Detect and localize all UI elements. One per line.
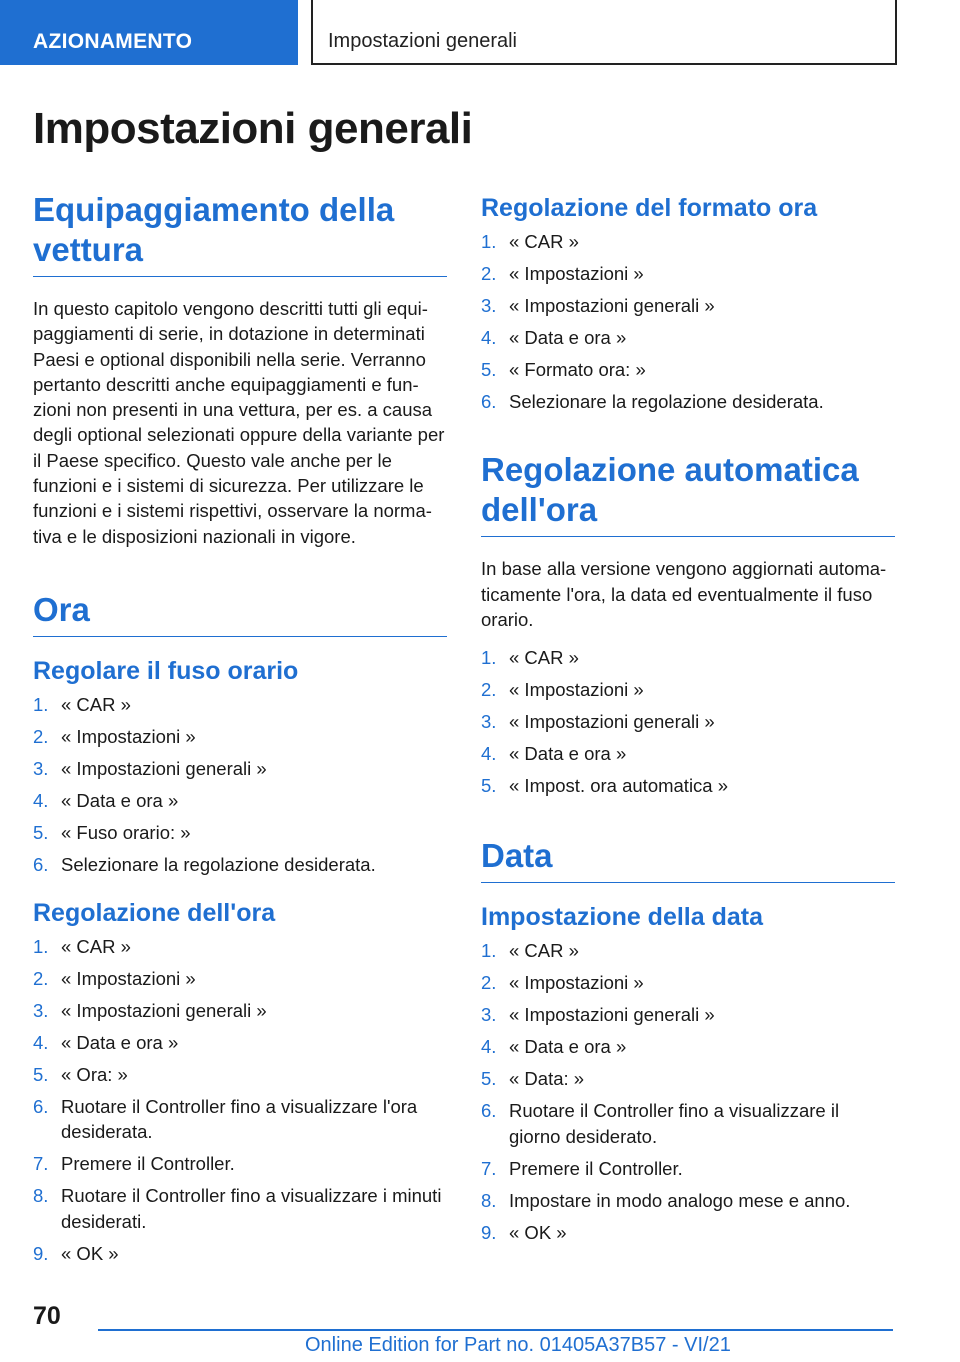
- list-item: [33, 692, 447, 717]
- step-text: « Impostazioni generali »: [509, 1004, 715, 1026]
- list-item: [481, 741, 895, 766]
- step-text: « Formato ora: »: [509, 358, 646, 380]
- set-date-steps: [481, 938, 895, 1244]
- time-format-heading: Regolazione del formato ora: [481, 194, 818, 222]
- list-item: [481, 938, 895, 963]
- set-time-steps: [33, 934, 447, 1266]
- right-column: [481, 190, 895, 1245]
- list-item: [481, 357, 895, 382]
- step-number: 3.: [33, 757, 49, 779]
- step-text: Ruotare il Controller fino a visualizzare i minuti desiderati.: [61, 1185, 442, 1232]
- header-title: Impostazioni generali: [328, 30, 517, 52]
- list-item: [481, 709, 895, 734]
- step-number: 9.: [481, 1221, 497, 1243]
- step-text: « Impostazioni »: [509, 972, 644, 994]
- list-item: [33, 1183, 447, 1234]
- step-number: 3.: [481, 1004, 497, 1026]
- list-item: [33, 1241, 447, 1266]
- step-text: « CAR »: [509, 647, 579, 669]
- header-section-tab: [0, 0, 298, 65]
- step-number: 4.: [33, 789, 49, 811]
- step-number: 5.: [33, 821, 49, 843]
- step-number: 8.: [481, 1189, 497, 1211]
- header-section-label: AZIONAMENTO: [33, 30, 193, 53]
- list-item: [33, 724, 447, 749]
- step-number: 4.: [481, 1036, 497, 1058]
- step-text: « Impostazioni »: [61, 725, 196, 747]
- step-text: « Impostazioni »: [61, 968, 196, 990]
- left-column: [33, 190, 447, 1266]
- list-item: [481, 1156, 895, 1181]
- list-item: [33, 852, 447, 877]
- list-item: [481, 970, 895, 995]
- step-text: « Impostazioni generali »: [61, 1000, 267, 1022]
- step-number: 3.: [481, 711, 497, 733]
- step-number: 1.: [481, 940, 497, 962]
- step-text: Selezionare la regolazione desiderata.: [509, 390, 824, 412]
- list-item: [481, 261, 895, 286]
- step-number: 9.: [33, 1242, 49, 1264]
- step-number: 2.: [33, 725, 49, 747]
- equipment-heading: Equipaggiamento della vettura: [33, 190, 447, 277]
- step-text: Selezionare la regolazione desiderata.: [61, 853, 376, 875]
- list-item: [481, 293, 895, 318]
- step-text: « OK »: [509, 1221, 567, 1243]
- auto-time-steps: [481, 645, 895, 798]
- step-text: Premere il Controller.: [509, 1157, 683, 1179]
- step-text: « Impostazioni »: [509, 262, 644, 284]
- list-item: [33, 1094, 447, 1145]
- step-text: « Data e ora »: [509, 743, 627, 765]
- date-heading: Data: [481, 836, 895, 883]
- step-number: 1.: [33, 936, 49, 958]
- equipment-body: In questo capitolo vengono descritti tutti gli equi-paggiamenti di serie, in dotazione in determinati Paesi e optional disponibili nella serie. Verranno pertanto descritti anche equipaggiamenti e fun-zioni non presenti in una vettura, per es. a causa degli optional selezionati oppure della variante per il Paese specifico. Questo vale anche per le funzioni e i sistemi di sicurezza. Per utilizzare le funzioni e i sistemi rispettivi, osservare la norma-tiva e le disposizioni nazionali in vigore.: [33, 298, 445, 547]
- step-text: « Data e ora »: [509, 326, 627, 348]
- step-text: « Impost. ora automatica »: [509, 775, 729, 797]
- step-text: « CAR »: [61, 936, 131, 958]
- header-title-box: [311, 0, 897, 65]
- step-text: « Data e ora »: [509, 1036, 627, 1058]
- step-number: 8.: [33, 1185, 49, 1207]
- list-item: [481, 1098, 895, 1149]
- step-number: 6.: [481, 390, 497, 412]
- step-number: 1.: [481, 647, 497, 669]
- time-format-steps: [481, 229, 895, 414]
- step-text: « OK »: [61, 1242, 119, 1264]
- step-number: 3.: [33, 1000, 49, 1022]
- timezone-steps: [33, 692, 447, 877]
- step-number: 6.: [33, 853, 49, 875]
- footer-edition-text: Online Edition for Part no. 01405A37B57 - VI/21: [305, 1334, 731, 1356]
- list-item: [33, 820, 447, 845]
- step-number: 2.: [481, 972, 497, 994]
- list-item: [33, 1062, 447, 1087]
- step-number: 5.: [33, 1064, 49, 1086]
- step-text: « Impostazioni generali »: [509, 294, 715, 316]
- list-item: [33, 934, 447, 959]
- step-number: 2.: [33, 968, 49, 990]
- list-item: [481, 1034, 895, 1059]
- step-number: 7.: [33, 1153, 49, 1175]
- list-item: [481, 773, 895, 798]
- step-text: Premere il Controller.: [61, 1153, 235, 1175]
- step-text: « Ora: »: [61, 1064, 128, 1086]
- step-number: 7.: [481, 1157, 497, 1179]
- list-item: [33, 1030, 447, 1055]
- step-text: « CAR »: [509, 231, 579, 252]
- list-item: [481, 1188, 895, 1213]
- list-item: [481, 1066, 895, 1091]
- step-text: « Data: »: [509, 1068, 585, 1090]
- list-item: [481, 229, 895, 254]
- step-number: 3.: [481, 294, 497, 316]
- step-number: 5.: [481, 1068, 497, 1090]
- step-text: Impostare in modo analogo mese e anno.: [509, 1189, 851, 1211]
- list-item: [481, 645, 895, 670]
- step-text: « Data e ora »: [61, 1032, 179, 1054]
- list-item: [33, 788, 447, 813]
- set-time-heading: Regolazione dell'ora: [33, 899, 276, 928]
- step-text: « Fuso orario: »: [61, 821, 191, 843]
- page-number: 70: [33, 1302, 61, 1330]
- step-text: « Impostazioni »: [509, 679, 644, 701]
- auto-time-heading: Regolazione automatica dell'ora: [481, 450, 895, 537]
- page-title: Impostazioni generali: [33, 104, 473, 153]
- step-number: 6.: [481, 1100, 497, 1122]
- step-number: 1.: [33, 693, 49, 715]
- list-item: [481, 325, 895, 350]
- list-item: [481, 1220, 895, 1245]
- list-item: [33, 966, 447, 991]
- list-item: [33, 1151, 447, 1176]
- step-text: « Impostazioni generali »: [61, 757, 267, 779]
- step-text: « Data e ora »: [61, 789, 179, 811]
- step-text: Ruotare il Controller fino a visualizzare l'ora desiderata.: [61, 1096, 418, 1143]
- step-number: 4.: [33, 1032, 49, 1054]
- step-number: 2.: [481, 679, 497, 701]
- step-number: 6.: [33, 1096, 49, 1118]
- list-item: [481, 677, 895, 702]
- step-number: 2.: [481, 262, 497, 284]
- step-text: « CAR »: [509, 940, 579, 962]
- step-text: « Impostazioni generali »: [509, 711, 715, 733]
- step-number: 1.: [481, 231, 497, 252]
- step-number: 4.: [481, 326, 497, 348]
- list-item: [33, 756, 447, 781]
- step-number: 4.: [481, 743, 497, 765]
- set-date-heading: Impostazione della data: [481, 903, 764, 932]
- time-heading: Ora: [33, 590, 447, 637]
- list-item: [33, 998, 447, 1023]
- step-number: 5.: [481, 775, 497, 797]
- list-item: [481, 1002, 895, 1027]
- step-number: 5.: [481, 358, 497, 380]
- auto-time-body: In base alla versione vengono aggiornati automa-ticamente l'ora, la data ed eventualmente il fuso orario.: [481, 558, 887, 630]
- timezone-heading: Regolare il fuso orario: [33, 656, 299, 685]
- step-text: Ruotare il Controller fino a visualizzare il giorno desiderato.: [509, 1100, 840, 1147]
- list-item: [481, 389, 895, 414]
- footer-divider: [98, 1329, 893, 1331]
- step-text: « CAR »: [61, 693, 131, 715]
